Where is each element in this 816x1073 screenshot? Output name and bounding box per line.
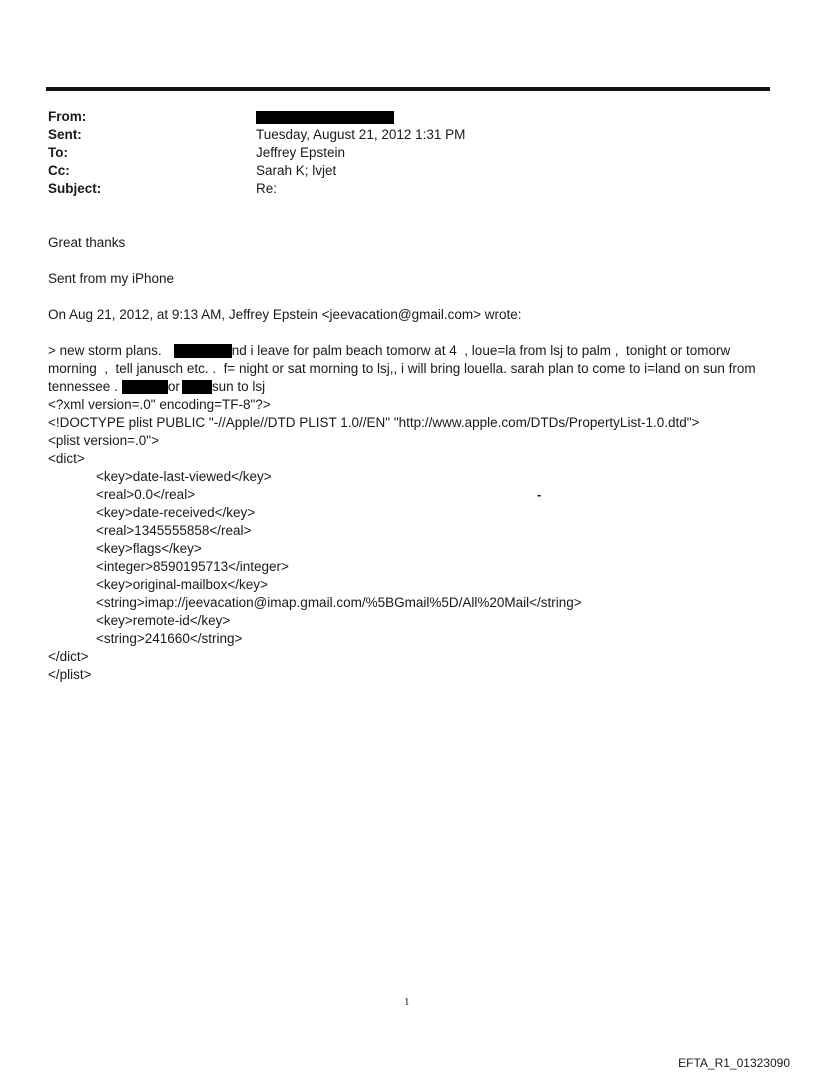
xml-line: <real>1345555858</real> (96, 523, 252, 538)
redaction-block (122, 380, 168, 394)
quoted-line (48, 342, 768, 360)
header-rule (46, 87, 770, 91)
xml-line: <plist version=.0"> (48, 433, 159, 448)
quote-intro: On Aug 21, 2012, at 9:13 AM, Jeffrey Epstein <jeevacation@gmail.com> wrote: (48, 307, 522, 322)
cc-label: Cc: (48, 163, 70, 178)
xml-line: <!DOCTYPE plist PUBLIC "-//Apple//DTD PLIST 1.0//EN" "http://www.apple.com/DTDs/PropertyList-1.0.dtd"> (48, 415, 700, 430)
redaction-block (174, 344, 232, 358)
xml-line: <key>remote-id</key> (96, 613, 231, 628)
quoted-line (48, 378, 768, 396)
xml-line: <?xml version=.0" encoding=TF-8"?> (48, 397, 271, 412)
redaction-block (182, 380, 212, 394)
xml-line: <string>241660</string> (96, 631, 243, 646)
subject-label: Subject: (48, 181, 102, 196)
xml-line: <dict> (48, 451, 85, 466)
sent-value: Tuesday, August 21, 2012 1:31 PM (256, 127, 466, 142)
redaction-block (256, 111, 394, 124)
quote-text: > new storm plans. (48, 343, 162, 358)
xml-line: <key>flags</key> (96, 541, 202, 556)
xml-line: </plist> (48, 667, 92, 682)
subject-value: Re: (256, 181, 278, 196)
quote-text: tennessee . (48, 379, 118, 394)
sent-label: Sent: (48, 127, 82, 142)
stray-mark: - (537, 487, 542, 502)
body-line: Sent from my iPhone (48, 271, 175, 286)
quote-text: sun to lsj (211, 379, 266, 394)
to-value: Jeffrey Epstein (256, 145, 346, 160)
xml-line: <key>date-received</key> (96, 505, 256, 520)
document-id: EFTA_R1_01323090 (678, 1056, 790, 1070)
email-header (48, 108, 768, 198)
xml-line: <real>0.0</real> (96, 487, 196, 502)
to-label: To: (48, 145, 68, 160)
page-number: 1 (404, 996, 410, 1008)
xml-line: <key>date-last-viewed</key> (96, 469, 272, 484)
body-line: Great thanks (48, 235, 126, 250)
from-value (256, 108, 394, 126)
xml-line: </dict> (48, 649, 89, 664)
quote-text: nd i leave for palm beach tomorw at 4 , loue=la from lsj to palm , tonight or tomorw (231, 343, 731, 358)
quoted-line: morning , tell janusch etc. . f= night or sat morning to lsj,, i will bring louella. sarah plan to come to i=land on sun from (48, 361, 756, 376)
quote-text: or (167, 379, 180, 394)
xml-line: <string>imap://jeevacation@imap.gmail.com/%5BGmail%5D/All%20Mail</string> (96, 595, 582, 610)
xml-line: <integer>8590195713</integer> (96, 559, 289, 574)
xml-line: <key>original-mailbox</key> (96, 577, 268, 592)
from-label: From: (48, 109, 87, 124)
cc-value: Sarah K; lvjet (256, 163, 337, 178)
